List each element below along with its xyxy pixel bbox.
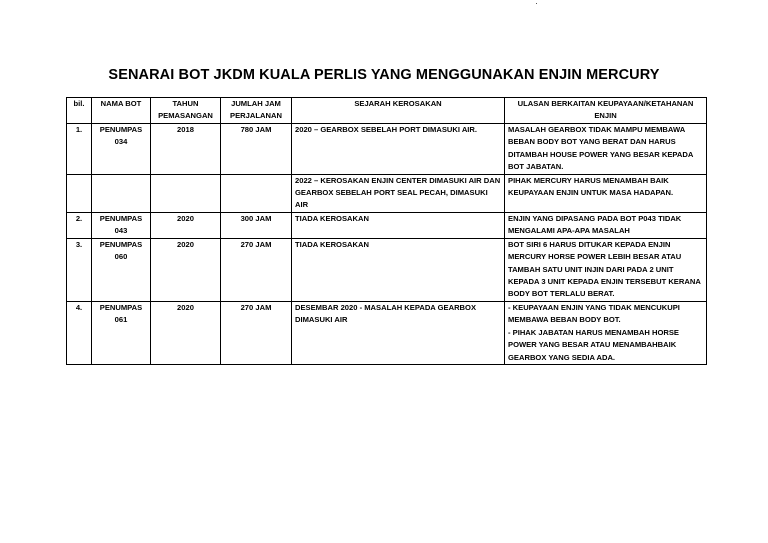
header-no: bil.	[67, 98, 92, 124]
cell-damage-history: TIADA KEROSAKAN	[292, 238, 505, 301]
cell-install-year: 2020	[151, 301, 221, 364]
header-install-year: TAHUN PEMASANGAN	[151, 98, 221, 124]
table-header-row	[67, 98, 707, 124]
cell-install-year	[151, 174, 221, 212]
cell-boat-name: PENUMPAS 061	[92, 301, 151, 364]
table-row	[67, 212, 707, 238]
header-engine-review: ULASAN BERKAITAN KEUPAYAAN/KETAHANAN ENJIN	[505, 98, 707, 124]
cell-boat-name: PENUMPAS 034	[92, 124, 151, 175]
cell-install-year: 2020	[151, 238, 221, 301]
cell-engine-review: ENJIN YANG DIPASANG PADA BOT P043 TIDAK MENGALAMI APA-APA MASALAH	[505, 212, 707, 238]
cell-travel-hours: 780 JAM	[221, 124, 292, 175]
cell-engine-review: MASALAH GEARBOX TIDAK MAMPU MEMBAWA BEBAN BODY BOT YANG BERAT DAN HARUS DITAMBAH HOUSE POWER YANG BESAR KEPADA BOT JABATAN.	[505, 124, 707, 175]
cell-engine-review: - KEUPAYAAN ENJIN YANG TIDAK MENCUKUPI MEMBAWA BEBAN BODY BOT. - PIHAK JABATAN HARUS MENAMBAH HORSE POWER YANG BESAR ATAU MENAMBAHBAIK GEARBOX YANG SEDIA ADA.	[505, 301, 707, 364]
document-title: SENARAI BOT JKDM KUALA PERLIS YANG MENGGUNAKAN ENJIN MERCURY	[108, 67, 660, 83]
cell-no: 4.	[67, 301, 92, 364]
engine-table	[66, 97, 707, 365]
cell-no: 2.	[67, 212, 92, 238]
cell-travel-hours	[221, 174, 292, 212]
speck-mark	[536, 3, 537, 4]
cell-damage-history: DESEMBAR 2020 - MASALAH KEPADA GEARBOX DIMASUKI AIR	[292, 301, 505, 364]
cell-boat-name: PENUMPAS 043	[92, 212, 151, 238]
cell-travel-hours: 300 JAM	[221, 212, 292, 238]
cell-damage-history: TIADA KEROSAKAN	[292, 212, 505, 238]
cell-install-year: 2020	[151, 212, 221, 238]
table-row	[67, 124, 707, 175]
table-row	[67, 238, 707, 301]
table-row	[67, 301, 707, 364]
header-damage-history: SEJARAH KEROSAKAN	[292, 98, 505, 124]
cell-no: 1.	[67, 124, 92, 175]
cell-boat-name	[92, 174, 151, 212]
cell-install-year: 2018	[151, 124, 221, 175]
header-travel-hours: JUMLAH JAM PERJALANAN	[221, 98, 292, 124]
cell-damage-history: 2022 – KEROSAKAN ENJIN CENTER DIMASUKI AIR DAN GEARBOX SEBELAH PORT SEAL PECAH, DIMASUKI AIR	[292, 174, 505, 212]
cell-no	[67, 174, 92, 212]
cell-travel-hours: 270 JAM	[221, 301, 292, 364]
cell-travel-hours: 270 JAM	[221, 238, 292, 301]
cell-engine-review: BOT SIRI 6 HARUS DITUKAR KEPADA ENJIN MERCURY HORSE POWER LEBIH BESAR ATAU TAMBAH SATU UNIT INJIN DARI PADA 2 UNIT KEPADA 3 UNIT KEPADA ENJIN TERSEBUT KERANA BODY BOT TERLALU BERAT.	[505, 238, 707, 301]
cell-boat-name: PENUMPAS 060	[92, 238, 151, 301]
cell-no: 3.	[67, 238, 92, 301]
cell-damage-history: 2020 – GEARBOX SEBELAH PORT DIMASUKI AIR.	[292, 124, 505, 175]
table-row	[67, 174, 707, 212]
header-boat-name: NAMA BOT	[92, 98, 151, 124]
cell-engine-review: PIHAK MERCURY HARUS MENAMBAH BAIK KEUPAYAAN ENJIN UNTUK MASA HADAPAN.	[505, 174, 707, 212]
